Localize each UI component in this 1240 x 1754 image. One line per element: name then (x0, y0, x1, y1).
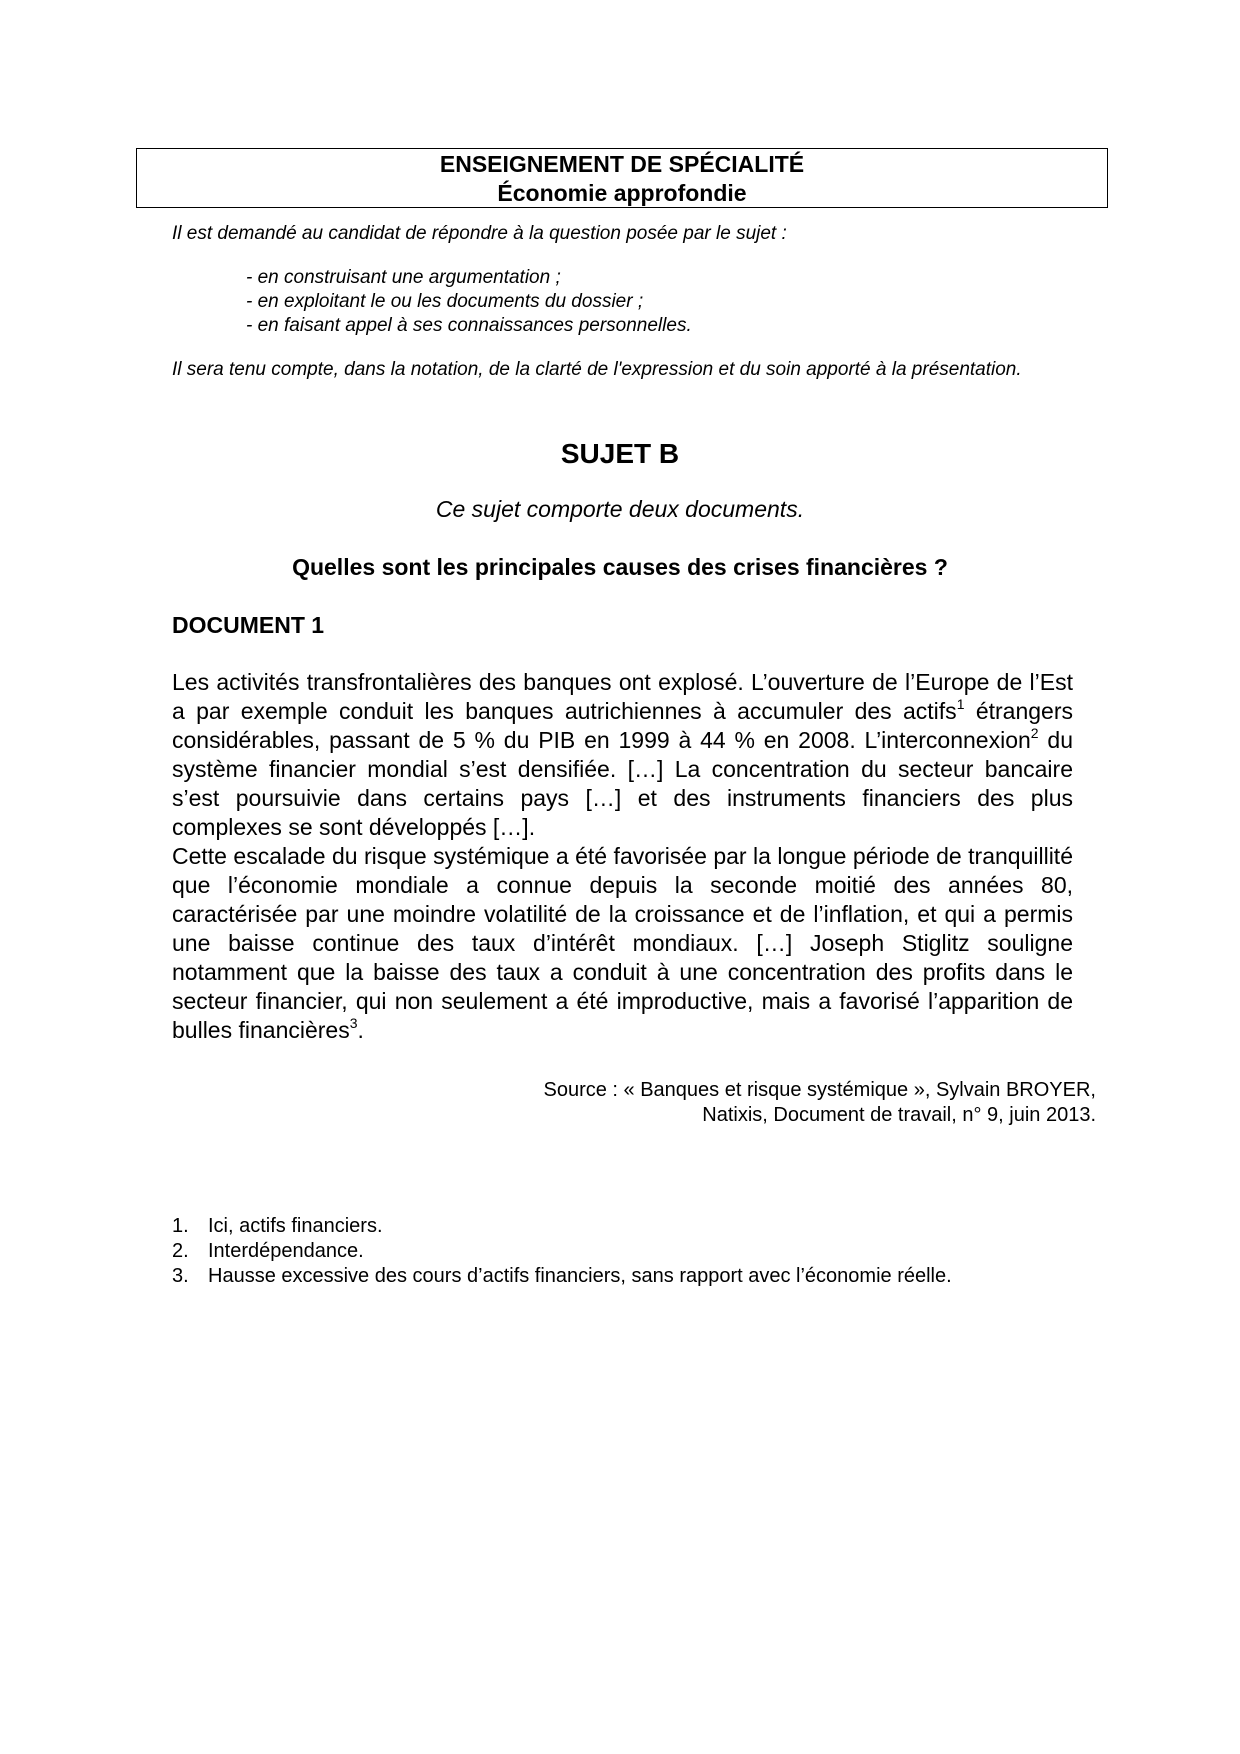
paragraph-text: étrangers considérables, passant de 5 % du PIB en 1999 à 44 % en 2008. L’interconnexion (172, 698, 1073, 753)
document-paragraph-1 (172, 668, 1073, 842)
footnote-text: Hausse excessive des cours d’actifs financiers, sans rapport avec l’économie réelle. (208, 1265, 952, 1287)
footnote-number: 1. (172, 1215, 189, 1237)
footnote-text: Interdépendance. (208, 1240, 364, 1262)
footnotes (172, 1214, 1096, 1289)
paragraph-text: du système financier mondial s’est densifiée. […] La concentration du secteur bancaire s’est poursuivie dans certains pays […] et des instruments financiers des plus complexes se sont développés […]. (172, 727, 1073, 840)
instructions-list (246, 266, 1096, 338)
exam-header-title: ENSEIGNEMENT DE SPÉCIALITÉ (439, 151, 805, 177)
document-title: DOCUMENT 1 (172, 612, 325, 638)
document-paragraph-2 (172, 842, 1073, 1045)
footnote-ref-3: 3 (349, 1015, 358, 1032)
paragraph-text: Les activités transfrontalières des banques ont explosé. L’ouverture de l’Europe de l’Est a par exemple conduit les banques autrichiennes à accumuler des actifs (172, 669, 1073, 724)
footnote (172, 1264, 1096, 1289)
paragraph-text: Cette escalade du risque systémique a été favorisée par la longue période de tranquillité que l’économie mondiale a connue depuis la seconde moitié des années 80, caractérisée par une moindre volatilité de la croissance et de l’inflation, et qui a permis une baisse continue des taux d’intérêt mondiaux. […] Joseph Stiglitz souligne notamment que la baisse des taux a conduit à une concentration des profits dans le secteur financier, qui non seulement a été improductive, mais a favorisé l’apparition de bulles financières (172, 843, 1073, 1043)
source-line: Natixis, Document de travail, n° 9, juin 2013. (702, 1104, 1096, 1126)
exam-header-box (136, 148, 1108, 208)
subject-title: SUJET B (560, 438, 680, 469)
exam-header-subtitle: Économie approfondie (497, 180, 747, 206)
footnote (172, 1214, 1096, 1239)
instructions-item: - en construisant une argumentation ; (246, 267, 561, 288)
footnote (172, 1239, 1096, 1264)
instructions-intro: Il est demandé au candidat de répondre à la question posée par le sujet : (172, 223, 787, 244)
footnote-text: Ici, actifs financiers. (208, 1215, 383, 1237)
footnote-number: 3. (172, 1265, 189, 1287)
footnote-number: 2. (172, 1240, 189, 1262)
source-line: Source : « Banques et risque systémique », Sylvain BROYER, (543, 1079, 1096, 1101)
instructions (172, 222, 1096, 382)
instructions-item: - en faisant appel à ses connaissances personnelles. (246, 315, 692, 336)
paragraph-text: . (357, 1017, 364, 1043)
instructions-note: Il sera tenu compte, dans la notation, de la clarté de l'expression et du soin apporté à la présentation. (172, 359, 1022, 380)
document-source (172, 1078, 1096, 1128)
instructions-item: - en exploitant le ou les documents du dossier ; (246, 291, 644, 312)
footnote-ref-2: 2 (1030, 725, 1039, 742)
footnote-ref-1: 1 (956, 696, 965, 713)
subject-question: Quelles sont les principales causes des crises financières ? (292, 554, 948, 580)
subject-intro: Ce sujet comporte deux documents. (435, 496, 805, 522)
document-body (172, 668, 1073, 1045)
